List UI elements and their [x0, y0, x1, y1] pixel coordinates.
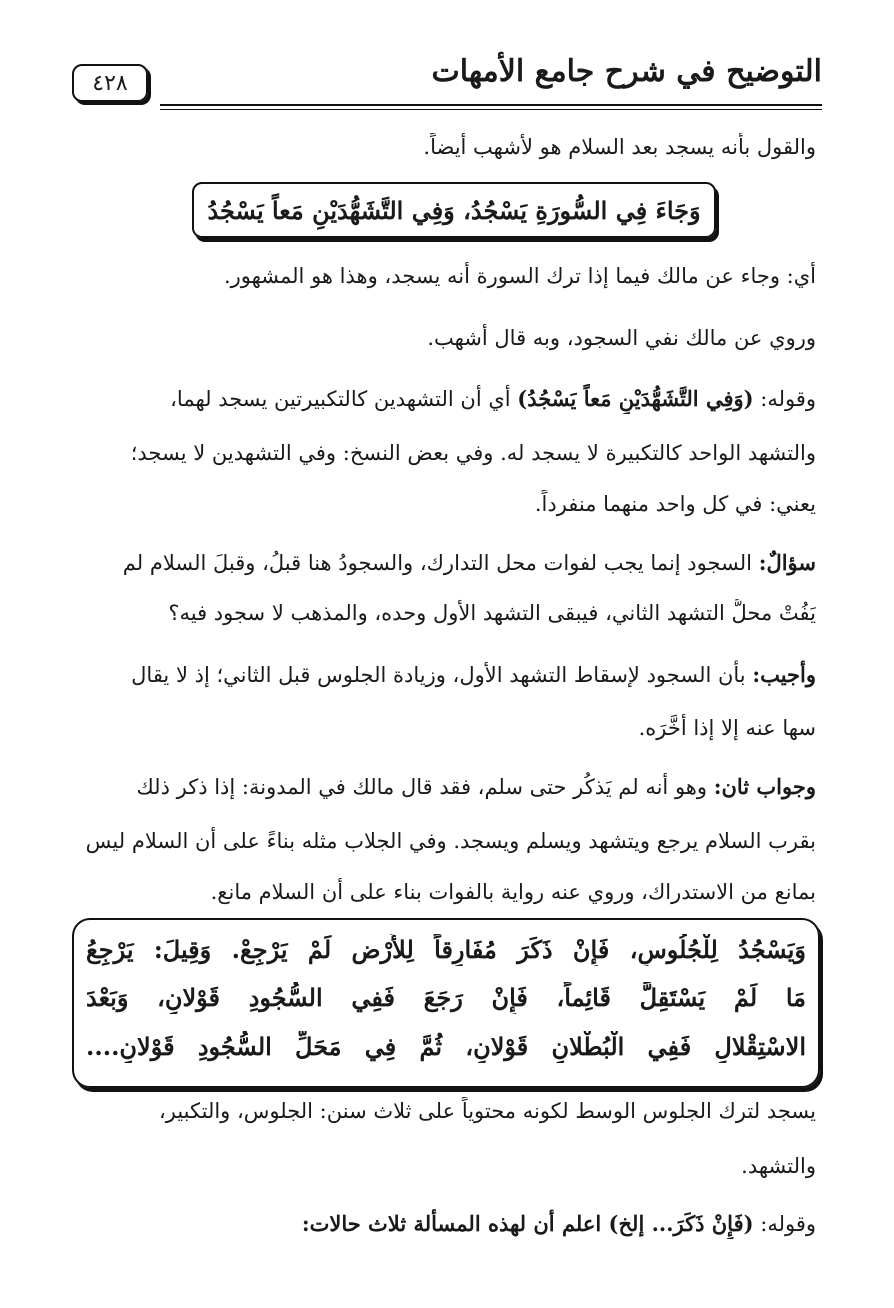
- question-label: سؤالٌ:: [758, 550, 816, 575]
- paragraph-line: [78, 660, 816, 690]
- page-number: ٤٢٨: [72, 64, 148, 102]
- matn-line: الاسْتِقْلالِ فَفِي الْبُطْلانِ قَوْلانِ، ثُمَّ فِي مَحَلِّ السُّجُودِ قَوْلانِ....: [86, 1032, 806, 1061]
- paragraph-line: والتشهد.: [741, 1154, 816, 1178]
- header-divider: [160, 104, 822, 106]
- paragraph-line: سها عنه إلا إذا أَخَّرَه.: [638, 716, 816, 740]
- matn-text: وَجَاءَ فِي السُّورَةِ يَسْجُدُ، وَفِي التَّشَهُّدَيْنِ مَعاً يَسْجُدُ: [207, 195, 701, 225]
- text-run: بأن السجود لإسقاط التشهد الأول، وزيادة الجلوس قبل الثاني؛ إذ لا يقال: [131, 663, 753, 687]
- matn-line: وَيَسْجُدُ لِلْجُلُوسِ، فَإِنْ ذَكَرَ مُفَارِقاً لِلأَرْضِ لَمْ يَرْجِعْ. وَقِيلَ: يَرْجِعُ: [86, 935, 806, 964]
- paragraph-line: [78, 772, 816, 802]
- paragraph-line: يسجد لترك الجلوس الوسط لكونه محتوياً على ثلاث سنن: الجلوس، والتكبير،: [158, 1099, 816, 1123]
- text-run: وقوله:: [753, 387, 816, 411]
- paragraph-line: أي: وجاء عن مالك فيما إذا ترك السورة أنه يسجد، وهذا هو المشهور.: [223, 264, 816, 288]
- matn-box-1: [192, 182, 716, 238]
- text-run: وقوله:: [753, 1212, 816, 1236]
- paragraph-line: بقرب السلام يرجع ويتشهد ويسلم ويسجد. وفي الجلاب مثله بناءً على أن السلام ليس: [85, 829, 816, 853]
- page-header: [72, 48, 822, 110]
- text-run: وهو أنه لم يَذكُر حتى سلم، فقد قال مالك في المدونة: إذا ذكر ذلك: [136, 775, 714, 799]
- header-divider-thin: [160, 109, 822, 110]
- paragraph-line: يعني: في كل واحد منهما منفرداً.: [534, 492, 816, 516]
- quoted-matn: (فَإِنْ ذَكَرَ... إلخ) اعلم أن لهذه المسألة ثلاث حالات:: [301, 1211, 754, 1236]
- matn-box-2: [72, 918, 820, 1088]
- paragraph-line: [78, 548, 816, 578]
- text-run: السجود إنما يجب لفوات محل التدارك، والسجودُ هنا قبلُ، وقبلَ السلام لم: [122, 551, 759, 575]
- matn-line: مَا لَمْ يَسْتَقِلَّ قَائِماً، فَإِنْ رَجَعَ فَفِي السُّجُودِ قَوْلانِ، وَبَعْدَ: [86, 983, 806, 1012]
- paragraph-line: [78, 1209, 816, 1239]
- quoted-matn: (وَفِي التَّشَهُّدَيْنِ مَعاً يَسْجُدُ): [517, 386, 754, 411]
- text-run: أي أن التشهدين كالتكبيرتين يسجد لهما،: [170, 387, 518, 411]
- book-title: التوضيح في شرح جامع الأمهات: [431, 54, 822, 89]
- paragraph-line: وروي عن مالك نفي السجود، وبه قال أشهب.: [427, 326, 816, 350]
- answer-label: وأجيب:: [752, 662, 816, 687]
- paragraph-line: والتشهد الواحد كالتكبيرة لا يسجد له. وفي بعض النسخ: وفي التشهدين لا يسجد؛: [130, 441, 816, 465]
- paragraph-line: بمانع من الاستدراك، وروي عنه رواية بالفوات بناء على أن السلام مانع.: [210, 880, 816, 904]
- paragraph-line: يَفُتْ محلُّ التشهد الثاني، فيبقى التشهد الأول وحده، والمذهب لا سجود فيه؟: [168, 601, 816, 625]
- paragraph-line: [78, 384, 816, 414]
- answer-label: وجواب ثان:: [713, 774, 816, 799]
- paragraph-line: والقول بأنه يسجد بعد السلام هو لأشهب أيضاً.: [423, 135, 816, 159]
